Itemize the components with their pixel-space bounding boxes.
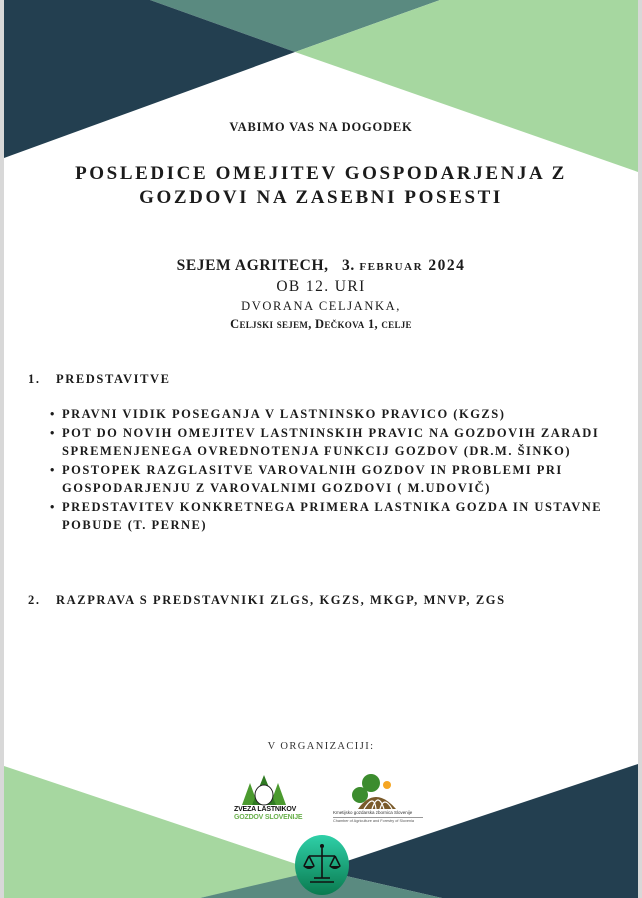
event-title-line1: POSLEDICE OMEJITEV GOSPODARJENJA Z bbox=[75, 163, 567, 184]
bullet-icon: • bbox=[50, 425, 56, 440]
event-venue-date bbox=[4, 257, 638, 275]
list-item: • POSTOPEK RAZGLASITVE VAROVALNIH GOZDOV IN PROBLEMI PRI GOSPODARJENJU Z VAROVALNIMI GOZDOVI ( M.UDOVIČ) bbox=[50, 462, 563, 495]
list-item: • PREDSTAVITEV KONKRETNEGA PRIMERA LASTNIKA GOZDA IN USTAVNE POBUDE (T. PERNE) bbox=[50, 499, 603, 532]
bullet-icon: • bbox=[50, 407, 56, 421]
section-number: 1. bbox=[28, 372, 41, 386]
section-number: 2. bbox=[28, 593, 41, 607]
venue-name: SEJEM AGRITECH, bbox=[176, 257, 329, 274]
logo-zveza-lastnikov-gozdov: ZVEZA LASTNIKOV GOZDOV SLOVENIJE bbox=[234, 775, 294, 825]
program-section-1 bbox=[28, 372, 171, 387]
section-title: PREDSTAVITVE bbox=[56, 372, 171, 386]
invitation-page bbox=[4, 0, 638, 898]
invite-heading: VABIMO VAS NA DOGODEK bbox=[229, 120, 413, 134]
divider bbox=[333, 817, 423, 818]
event-hall: DVORANA CELJANKA, bbox=[241, 299, 401, 313]
event-address: Celjski sejem, Dečkova 1, celje bbox=[230, 317, 412, 331]
scales-of-justice-icon bbox=[295, 835, 349, 895]
forest-trees-icon bbox=[234, 775, 294, 807]
bullet-icon: • bbox=[50, 462, 56, 477]
event-time: OB 12. URI bbox=[276, 278, 366, 295]
event-title-line2: GOZDOVI NA ZASEBNI POSESTI bbox=[139, 187, 503, 208]
presentation-list bbox=[50, 405, 610, 535]
list-item: • POT DO NOVIH OMEJITEV LASTNINSKIH PRAVIC NA GOZDOVIH ZARADI SPREMENJENEGA OVREDNOTENJA FUNKCIJ GOZDOV (DR.M. ŠINKO) bbox=[50, 425, 600, 458]
date-month-year: februar 2024 bbox=[359, 257, 466, 274]
date-day: 3. bbox=[342, 257, 355, 274]
event-title bbox=[4, 162, 638, 210]
list-item: • PRAVNI VIDIK POSEGANJA V LASTNINSKO PRAVICO (KGZS) bbox=[50, 405, 610, 424]
bullet-icon: • bbox=[50, 499, 56, 514]
organizers-label: V ORGANIZACIJI: bbox=[267, 741, 375, 752]
logo-kgzs: Kmetijsko gozdarska zbornica Slovenije Chamber of Agriculture and Forestry of Slovenia bbox=[330, 773, 430, 828]
program-section-2 bbox=[28, 593, 506, 608]
farmland-icon bbox=[330, 773, 430, 813]
section-title: RAZPRAVA S PREDSTAVNIKI ZLGS, KGZS, MKGP, MNVP, ZGS bbox=[56, 593, 506, 607]
